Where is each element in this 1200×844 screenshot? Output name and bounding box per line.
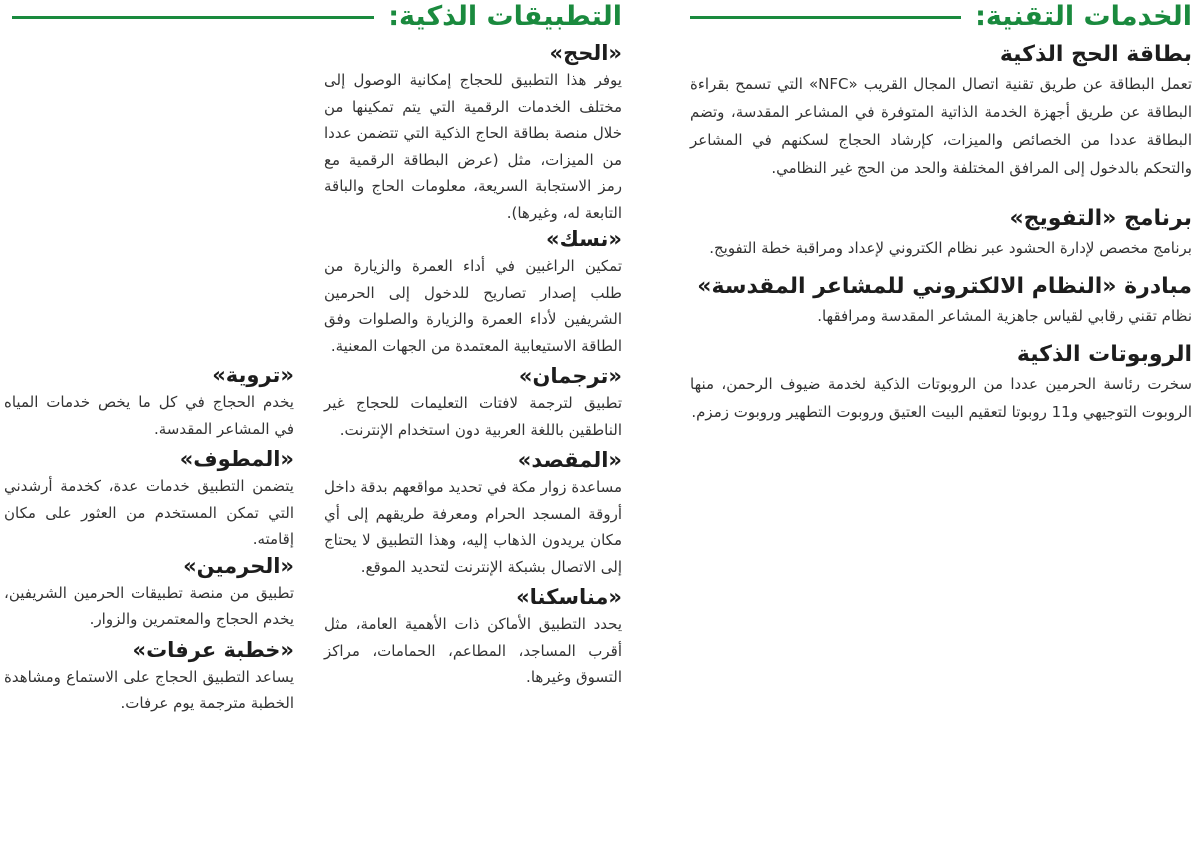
- app-title: «مناسكنا»: [516, 585, 622, 609]
- apps-column-right: [324, 40, 622, 691]
- service-item-hajj-card: [690, 40, 1192, 182]
- app-title: «ترجمان»: [518, 364, 622, 388]
- app-body: تطبيق لترجمة لافتات التعليمات للحجاج غير الناطقين باللغة العربية دون استخدام الإنترنت.: [324, 394, 622, 439]
- service-item-tafweej: [690, 204, 1192, 262]
- service-body: برنامج مخصص لإدارة الحشود عبر نظام الكتروني لإعداد ومراقبة خطة التفويج.: [709, 239, 1192, 257]
- app-item-almutawwif: [4, 446, 294, 553]
- app-item-tarwiya: [4, 362, 294, 442]
- service-title: مبادرة «النظام الالكتروني للمشاعر المقدسة»: [697, 274, 1192, 299]
- app-body: يساعد التطبيق الحجاج على الاستماع ومشاهدة الخطبة مترجمة يوم عرفات.: [4, 667, 294, 712]
- app-title: «نسك»: [546, 227, 622, 251]
- app-title: «المقصد»: [517, 448, 622, 472]
- service-body: سخرت رئاسة الحرمين عددا من الروبوتات الذكية لخدمة ضيوف الرحمن، منها الروبوت التوجيهي و11 روبوتا لتعقيم البيت العتيق وروبوت التطهير وروبوت زمزم.: [690, 375, 1192, 421]
- service-title: الروبوتات الذكية: [1016, 342, 1192, 367]
- app-item-nusuk: [324, 226, 622, 359]
- services-heading: الخدمات التقنية:: [975, 1, 1192, 32]
- service-body: نظام تقني رقابي لقياس جاهزية المشاعر المقدسة ومرافقها.: [817, 307, 1192, 325]
- app-item-alharamain: [4, 553, 294, 633]
- apps-heading: التطبيقات الذكية:: [388, 1, 622, 32]
- app-body: تمكين الراغبين في أداء العمرة والزيارة من طلب إصدار تصاريح للدخول إلى الحرمين الشريفين لأداء العمرة والزيارة والصلوات وفق الطاقة الاستيعابية المعتمدة من الجهات المعنية.: [324, 257, 622, 355]
- services-section-header: [690, 0, 1192, 34]
- services-heading-rule: [690, 16, 961, 19]
- service-title: بطاقة الحج الذكية: [999, 42, 1192, 67]
- service-item-holy-sites-system: [690, 272, 1192, 330]
- app-title: «المطوف»: [179, 447, 294, 471]
- app-body: يوفر هذا التطبيق للحجاج إمكانية الوصول إلى مختلف الخدمات الرقمية التي يتم تمكينها من خلال منصة بطاقة الحاج الذكية التي تتضمن عددا من الميزات، مثل (عرض البطاقة الرقمية مع رمز الاستجابة السريعة، معلومات الحاج والباقة التابعة له، وغيرها).: [324, 71, 622, 222]
- apps-section-header: [12, 0, 622, 34]
- service-title: برنامج «التفويج»: [1009, 206, 1192, 231]
- app-item-almaqsad: [324, 447, 622, 580]
- app-item-manasikuna: [324, 584, 622, 691]
- app-item-turjuman: [324, 363, 622, 443]
- app-title: «الحرمين»: [183, 553, 294, 578]
- app-title: «خطبة عرفات»: [132, 637, 294, 662]
- services-column: [690, 40, 1192, 426]
- app-body: يتضمن التطبيق خدمات عدة، كخدمة أرشدني التي تمكن المستخدم من العثور على مكان إقامته.: [4, 477, 294, 548]
- app-item-hajj: [324, 40, 622, 226]
- apps-column-left: [4, 362, 294, 717]
- app-title: «تروية»: [212, 363, 294, 387]
- app-title: «الحج»: [549, 41, 622, 65]
- service-body: تعمل البطاقة عن طريق تقنية اتصال المجال القريب «NFC» التي تسمح بقراءة البطاقة عن طريق أجهزة الخدمة الذاتية المتوفرة في المشاعر المقدسة، وتضم البطاقة عددا من الخصائص والميزات، كإرشاد الحجاج لسكنهم في المشاعر والتحكم بالدخول إلى المرافق المختلفة والحد من الحج غير النظامي.: [690, 75, 1192, 177]
- app-body: يحدد التطبيق الأماكن ذات الأهمية العامة، مثل أقرب المساجد، المطاعم، الحمامات، مراكز التسوق وغيرها.: [324, 615, 622, 686]
- apps-heading-rule: [12, 16, 374, 19]
- app-item-arafat-sermon: [4, 637, 294, 717]
- service-item-robots: [690, 340, 1192, 426]
- app-body: مساعدة زوار مكة في تحديد مواقعهم بدقة داخل أروقة المسجد الحرام ومعرفة طريقهم إلى أي مكان يريدون الذهاب إليه، وهذا التطبيق لا يحتاج إلى الاتصال بشبكة الإنترنت لتحديد الموقع.: [324, 478, 622, 576]
- app-body: يخدم الحجاج في كل ما يخص خدمات المياه في المشاعر المقدسة.: [4, 393, 294, 438]
- app-body: تطبيق من منصة تطبيقات الحرمين الشريفين، يخدم الحجاج والمعتمرين والزوار.: [4, 583, 294, 628]
